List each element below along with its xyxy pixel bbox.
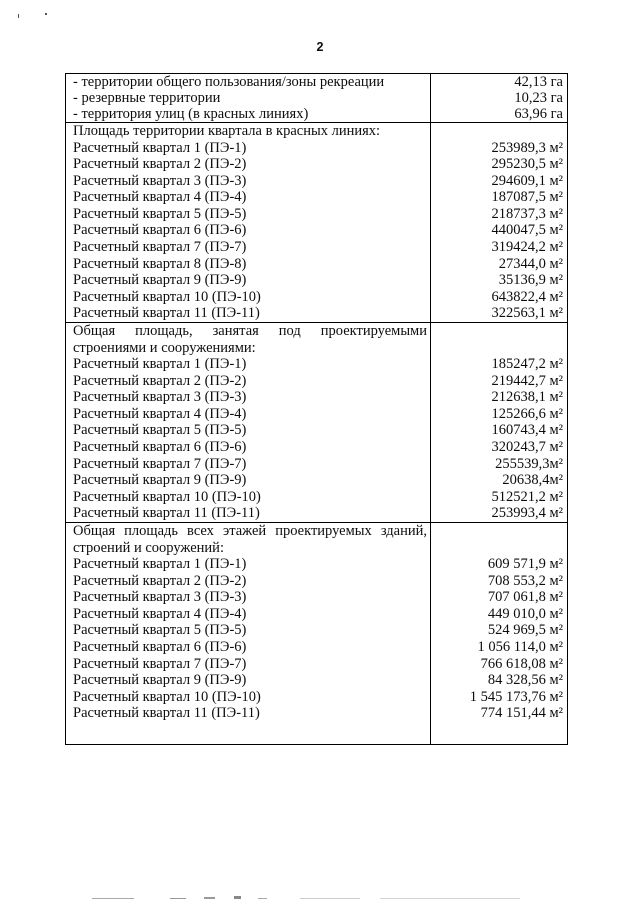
table-row xyxy=(66,206,567,223)
parameters-table xyxy=(65,73,568,745)
row-label: Расчетный квартал 9 (ПЭ-9) xyxy=(73,672,247,689)
row-value: 125266,6 м² xyxy=(491,405,563,422)
row-label: Расчетный квартал 11 (ПЭ-11) xyxy=(73,705,260,722)
scan-artifact xyxy=(258,898,267,899)
table-row xyxy=(66,489,567,506)
row-label: Расчетный квартал 1 (ПЭ-1) xyxy=(73,139,247,156)
row-value: 1 056 114,0 м² xyxy=(477,639,563,656)
section-heading-text: Общая площадь, занятая под проектируемыми xyxy=(73,323,427,339)
row-label: Расчетный квартал 4 (ПЭ-4) xyxy=(73,189,247,206)
row-label: Расчетный квартал 8 (ПЭ-8) xyxy=(73,255,247,272)
row-label: Расчетный квартал 9 (ПЭ-9) xyxy=(73,472,247,489)
row-value: 295230,5 м² xyxy=(491,156,563,173)
row-value: 609 571,9 м² xyxy=(487,556,563,573)
row-value: 35136,9 м² xyxy=(498,272,563,289)
row-value: 1 545 173,76 м² xyxy=(469,688,563,705)
row-label: Расчетный квартал 2 (ПЭ-2) xyxy=(73,572,247,589)
table-row xyxy=(66,439,567,456)
row-label: Расчетный квартал 3 (ПЭ-3) xyxy=(73,589,247,606)
table-row xyxy=(66,106,567,122)
section-heading-text: строениями и сооружениями: xyxy=(73,339,256,356)
scan-artifact xyxy=(234,896,241,899)
table-row xyxy=(66,672,567,689)
row-label: - территория улиц (в красных линиях) xyxy=(73,106,309,122)
row-value: 20638,4м² xyxy=(502,472,563,489)
table-row xyxy=(66,505,567,522)
row-label: Расчетный квартал 1 (ПЭ-1) xyxy=(73,556,247,573)
row-label: Расчетный квартал 9 (ПЭ-9) xyxy=(73,272,247,289)
row-label: Расчетный квартал 7 (ПЭ-7) xyxy=(73,655,247,672)
table-row xyxy=(66,90,567,106)
table-row xyxy=(66,689,567,706)
row-value: 774 151,44 м² xyxy=(480,705,563,722)
row-label: - территории общего пользования/зоны рекреации xyxy=(73,74,385,90)
row-label: Расчетный квартал 7 (ПЭ-7) xyxy=(73,455,247,472)
row-value: 708 553,2 м² xyxy=(487,572,563,589)
table-row xyxy=(66,74,567,90)
row-value: 42,13 га xyxy=(514,74,563,90)
table-row xyxy=(66,589,567,606)
row-label: Расчетный квартал 6 (ПЭ-6) xyxy=(73,639,247,656)
row-value: 253989,3 м² xyxy=(491,139,563,156)
scan-artifact xyxy=(300,898,360,899)
scan-artifact xyxy=(170,898,186,899)
section-heading xyxy=(66,540,567,557)
row-value: 212638,1 м² xyxy=(491,389,563,406)
table-row xyxy=(66,656,567,673)
section-heading xyxy=(66,323,567,340)
section-heading-text: Общая площадь всех этажей проектируемых зданий, xyxy=(73,523,427,539)
row-value: 63,96 га xyxy=(514,106,563,122)
table-row xyxy=(66,189,567,206)
section-heading xyxy=(66,123,567,140)
table-row xyxy=(66,622,567,639)
row-label: Расчетный квартал 5 (ПЭ-5) xyxy=(73,422,247,439)
section-territories xyxy=(66,74,567,122)
row-value: 766 618,08 м² xyxy=(480,655,563,672)
row-value: 255539,3м² xyxy=(495,455,563,472)
table-row xyxy=(66,256,567,273)
page-number: 2 xyxy=(316,40,324,54)
section-building-footprint xyxy=(66,322,567,522)
table-row xyxy=(66,173,567,190)
scan-artifact xyxy=(18,14,19,18)
row-label: Расчетный квартал 5 (ПЭ-5) xyxy=(73,205,247,222)
table-row xyxy=(66,606,567,623)
row-label: Расчетный квартал 10 (ПЭ-10) xyxy=(73,288,261,305)
row-label: Расчетный квартал 2 (ПЭ-2) xyxy=(73,372,247,389)
table-row xyxy=(66,373,567,390)
row-value: 160743,4 м² xyxy=(491,422,563,439)
row-label: Расчетный квартал 6 (ПЭ-6) xyxy=(73,439,247,456)
row-value: 322563,1 м² xyxy=(491,305,563,322)
section-block-area xyxy=(66,122,567,322)
table-row xyxy=(66,406,567,423)
table-row xyxy=(66,456,567,473)
section-heading-text: Площадь территории квартала в красных линиях: xyxy=(73,123,381,139)
scan-artifact xyxy=(380,898,520,899)
row-value: 187087,5 м² xyxy=(491,189,563,206)
row-value: 10,23 га xyxy=(514,90,563,106)
row-label: Расчетный квартал 11 (ПЭ-11) xyxy=(73,505,260,522)
row-value: 319424,2 м² xyxy=(491,239,563,256)
table-row xyxy=(66,289,567,306)
row-label: Расчетный квартал 10 (ПЭ-10) xyxy=(73,688,261,705)
table-row xyxy=(66,556,567,573)
row-value: 524 969,5 м² xyxy=(487,622,563,639)
row-value: 294609,1 м² xyxy=(491,172,563,189)
table-row xyxy=(66,156,567,173)
row-value: 449 010,0 м² xyxy=(487,605,563,622)
row-label: Расчетный квартал 2 (ПЭ-2) xyxy=(73,156,247,173)
table-row xyxy=(66,472,567,489)
section-total-floor-area xyxy=(66,522,567,744)
table-row xyxy=(66,239,567,256)
row-value: 440047,5 м² xyxy=(491,222,563,239)
row-value: 512521,2 м² xyxy=(491,488,563,505)
row-label: Расчетный квартал 3 (ПЭ-3) xyxy=(73,172,247,189)
table-row xyxy=(66,356,567,373)
table-row xyxy=(66,389,567,406)
table-row xyxy=(66,422,567,439)
row-value: 219442,7 м² xyxy=(491,372,563,389)
table-row xyxy=(66,222,567,239)
row-label: Расчетный квартал 11 (ПЭ-11) xyxy=(73,305,260,322)
row-value: 643822,4 м² xyxy=(491,288,563,305)
row-value: 185247,2 м² xyxy=(491,356,563,373)
table-row xyxy=(66,140,567,157)
section-heading xyxy=(66,340,567,357)
row-label: Расчетный квартал 4 (ПЭ-4) xyxy=(73,605,247,622)
table-row xyxy=(66,639,567,656)
table-row xyxy=(66,705,567,722)
row-value: 707 061,8 м² xyxy=(487,589,563,606)
row-label: Расчетный квартал 4 (ПЭ-4) xyxy=(73,405,247,422)
table-row xyxy=(66,305,567,322)
row-label: Расчетный квартал 3 (ПЭ-3) xyxy=(73,389,247,406)
scan-artifact xyxy=(45,13,47,15)
table-row xyxy=(66,573,567,590)
row-label: Расчетный квартал 7 (ПЭ-7) xyxy=(73,239,247,256)
row-label: Расчетный квартал 5 (ПЭ-5) xyxy=(73,622,247,639)
section-heading xyxy=(66,523,567,540)
row-label: Расчетный квартал 1 (ПЭ-1) xyxy=(73,356,247,373)
row-label: - резервные территории xyxy=(73,90,221,106)
row-label: Расчетный квартал 6 (ПЭ-6) xyxy=(73,222,247,239)
scan-artifact xyxy=(204,897,215,899)
row-value: 253993,4 м² xyxy=(491,505,563,522)
section-heading-text: строений и сооружений: xyxy=(73,539,224,556)
row-label: Расчетный квартал 10 (ПЭ-10) xyxy=(73,488,261,505)
row-value: 218737,3 м² xyxy=(491,205,563,222)
row-value: 320243,7 м² xyxy=(491,439,563,456)
scan-artifact xyxy=(92,898,134,899)
table-row xyxy=(66,272,567,289)
row-value: 84 328,56 м² xyxy=(487,672,563,689)
row-value: 27344,0 м² xyxy=(498,255,563,272)
